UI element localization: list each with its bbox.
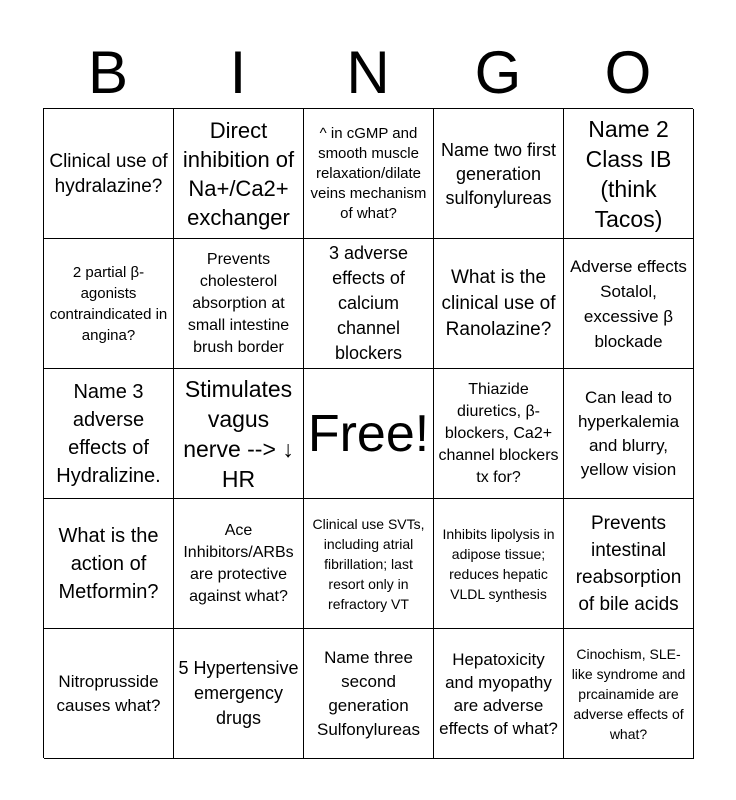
bingo-cell[interactable] bbox=[174, 369, 304, 499]
header-letter-i: I bbox=[229, 39, 247, 106]
bingo-cell[interactable] bbox=[304, 109, 434, 239]
bingo-cell[interactable] bbox=[174, 499, 304, 629]
cell-text: Inhibits lipolysis in adipose tissue; reduces hepatic VLDL synthesis bbox=[442, 525, 555, 602]
cell-text: ^ in cGMP and smooth muscle relaxation/dilate veins mechanism of what? bbox=[310, 124, 427, 222]
cell-text: Name three second generation Sulfonylureas bbox=[316, 647, 420, 739]
cell-text: Thiazide diuretics, β-blockers, Ca2+ channel blockers tx for? bbox=[438, 380, 559, 486]
bingo-cell[interactable] bbox=[564, 239, 694, 369]
header-letter-o: O bbox=[604, 39, 652, 106]
cell-text: Can lead to hyperkalemia and blurry, yellow vision bbox=[577, 387, 680, 479]
bingo-cell[interactable] bbox=[564, 109, 694, 239]
free-space-cell[interactable] bbox=[304, 369, 434, 499]
bingo-cell[interactable] bbox=[174, 629, 304, 759]
cell-text: 3 adverse effects of calcium channel blockers bbox=[328, 243, 409, 363]
bingo-cell[interactable] bbox=[564, 629, 694, 759]
cell-text: Prevents intestinal reabsorption of bile acids bbox=[575, 512, 682, 615]
cell-text: Name 2 Class IB (think Tacos) bbox=[585, 115, 672, 232]
cell-text: Clinical use of hydralazine? bbox=[49, 150, 168, 197]
header-letter-n: N bbox=[346, 39, 390, 106]
bingo-cell[interactable] bbox=[44, 499, 174, 629]
bingo-cell[interactable] bbox=[304, 499, 434, 629]
bingo-cell[interactable] bbox=[564, 499, 694, 629]
cell-text: Adverse effects Sotalol, excessive β blockade bbox=[570, 256, 687, 351]
bingo-cell[interactable] bbox=[44, 109, 174, 239]
bingo-cell[interactable] bbox=[304, 239, 434, 369]
bingo-cell[interactable] bbox=[434, 239, 564, 369]
cell-text: Name 3 adverse effects of Hydralizine. bbox=[56, 380, 161, 487]
bingo-cell[interactable] bbox=[44, 629, 174, 759]
cell-text: Nitroprusside causes what? bbox=[56, 671, 161, 715]
cell-text: 5 Hypertensive emergency drugs bbox=[178, 658, 299, 728]
bingo-grid bbox=[43, 108, 693, 758]
cell-text: Clinical use SVTs, including atrial fibrillation; last resort only in refractory VT bbox=[312, 515, 425, 612]
cell-text: What is the clinical use of Ranolazine? bbox=[441, 266, 556, 340]
bingo-cell[interactable] bbox=[44, 369, 174, 499]
bingo-cell[interactable] bbox=[434, 109, 564, 239]
bingo-header bbox=[43, 38, 693, 108]
free-space-text: Free! bbox=[307, 404, 430, 463]
bingo-cell[interactable] bbox=[434, 629, 564, 759]
header-letter-g: G bbox=[474, 39, 522, 106]
bingo-cell[interactable] bbox=[174, 239, 304, 369]
cell-text: Prevents cholesterol absorption at small intestine brush border bbox=[187, 250, 290, 356]
cell-text: Cinochism, SLE-like syndrome and prcainamide are adverse effects of what? bbox=[571, 645, 686, 742]
cell-text: Direct inhibition of Na+/Ca2+ exchanger bbox=[182, 117, 295, 230]
cell-text: Ace Inhibitors/ARBs are protective against what? bbox=[183, 521, 294, 605]
cell-text: 2 partial β-agonists contraindicated in angina? bbox=[49, 263, 168, 344]
bingo-cell[interactable] bbox=[174, 109, 304, 239]
cell-text: Stimulates vagus nerve --> ↓ HR bbox=[183, 375, 294, 492]
bingo-cell[interactable] bbox=[434, 369, 564, 499]
cell-text: What is the action of Metformin? bbox=[58, 524, 159, 603]
bingo-cell[interactable] bbox=[304, 629, 434, 759]
bingo-cell[interactable] bbox=[44, 239, 174, 369]
cell-text: Hepatoxicity and myopathy are adverse effects of what? bbox=[439, 649, 558, 738]
bingo-cell[interactable] bbox=[434, 499, 564, 629]
cell-text: Name two first generation sulfonylureas bbox=[440, 139, 557, 208]
header-letter-b: B bbox=[87, 39, 129, 106]
bingo-cell[interactable] bbox=[564, 369, 694, 499]
